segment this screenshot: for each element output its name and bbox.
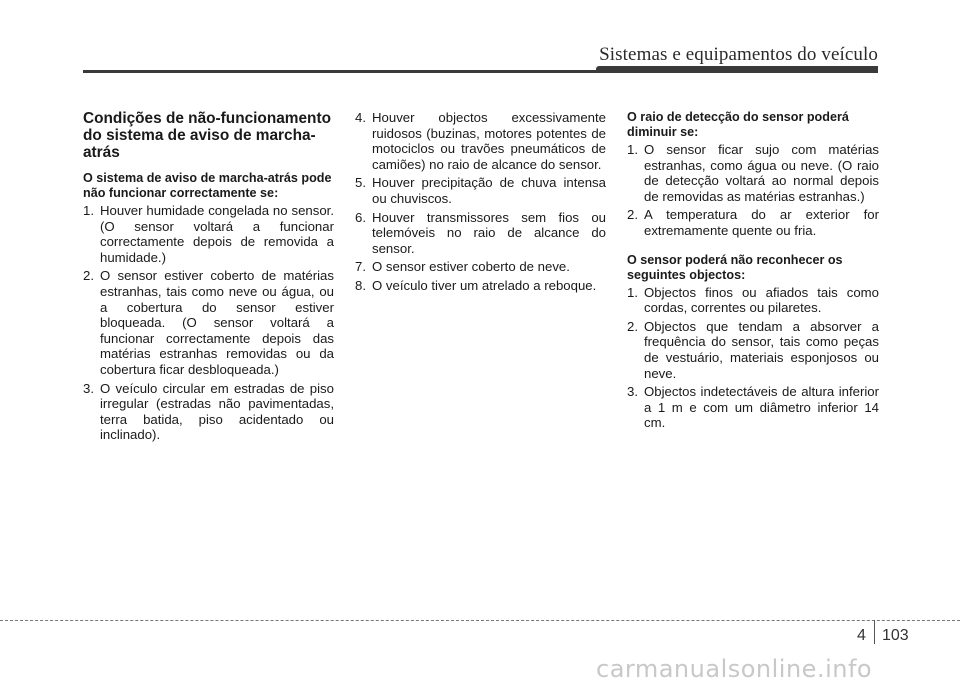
- column-left: [83, 110, 334, 446]
- list-item: 3. Objectos indetectáveis de altura inferior a 1 m e com um diâmetro inferior 14 cm.: [627, 384, 879, 431]
- subheading: O raio de detecção do sensor poderá diminuir se:: [627, 110, 849, 139]
- chapter-number: 4: [857, 627, 866, 644]
- section-heading: Condições de não-funcionamento do sistema de aviso de marcha-atrás: [83, 110, 331, 161]
- subheading: O sensor poderá não reconhecer os seguintes objectos:: [627, 252, 843, 282]
- column-middle: [355, 110, 606, 297]
- list-item: 3. O veículo circular em estradas de piso irregular (estradas não pavimentadas, terra batida, piso acidentado ou inclinado).: [83, 380, 334, 443]
- watermark: carmanualsonline.info: [596, 655, 873, 683]
- list-item: 5. Houver precipitação de chuva intensa ou chuviscos.: [355, 175, 606, 206]
- condition-list: [83, 203, 334, 443]
- list-item: 1. Houver humidade congelada no sensor. (O sensor voltará a funcionar correctamente depois de removida a humidade.): [83, 203, 334, 265]
- unrecognized-objects-list: [627, 285, 879, 431]
- list-item: 2. A temperatura do ar exterior for extremamente quente ou fria.: [627, 207, 879, 238]
- column-right: [627, 110, 879, 434]
- page-number: 103: [882, 627, 909, 644]
- list-item: 2. Objectos que tendam a absorver a frequência do sensor, tais como peças de vestuário, materiais esponjosos ou neve.: [627, 318, 879, 381]
- header-rule-accent: [596, 66, 878, 73]
- range-reduction-list: [627, 142, 879, 239]
- list-item: 7. O sensor estiver coberto de neve.: [355, 259, 570, 275]
- section-title: Sistemas e equipamentos do veículo: [599, 44, 878, 65]
- list-item: 6. Houver transmissores sem fios ou telemóveis no raio de alcance do sensor.: [355, 209, 606, 256]
- list-item: 2. O sensor estiver coberto de matérias estranhas, tais como neve ou água, ou a cobertura do sensor estiver bloqueada. (O sensor voltará a funcionar correctamente depois das matérias estranhas removidas ou da cobertura ficar desbloqueada.): [83, 268, 334, 377]
- list-item: 4. Houver objectos excessivamente ruidosos (buzinas, motores potentes de motociclos ou travões pneumáticos de camiões) no raio de alcance do sensor.: [355, 110, 606, 172]
- list-item: 1. Objectos finos ou afiados tais como cordas, correntes ou pilaretes.: [627, 284, 879, 316]
- subheading: O sistema de aviso de marcha-atrás pode não funcionar correctamente se:: [83, 171, 332, 200]
- list-item: 8. O veículo tiver um atrelado a reboque.: [355, 277, 597, 293]
- list-item: 1. O sensor ficar sujo com matérias estranhas, como água ou neve. (O raio de detecção voltará ao normal depois de removidas as matérias estranhas.): [627, 142, 879, 204]
- condition-list-continued: [355, 110, 606, 294]
- page-number-divider: [874, 620, 875, 644]
- footer-rule: [0, 620, 960, 621]
